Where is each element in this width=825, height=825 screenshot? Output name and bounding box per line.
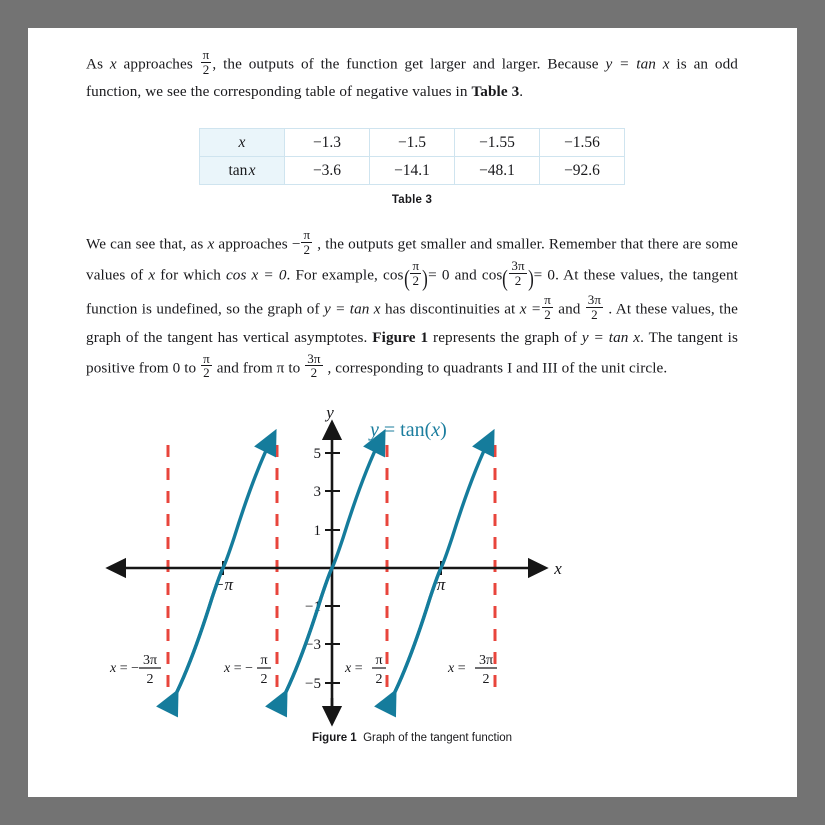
text-run: is an odd function, we see the corresponding table of negative values in <box>86 55 738 101</box>
function-label: y = tan(x) <box>370 418 447 441</box>
svg-text:x = −: x = − <box>224 660 254 676</box>
svg-text:3π: 3π <box>478 652 494 668</box>
text-run: , the outputs of the function get larger and larger. Because <box>212 55 606 73</box>
fraction-pi-over-2: $\frac{\pi}{2}$ <box>303 227 311 258</box>
fraction-3pi-over-2: $\frac{3\pi}{2}$ <box>511 257 525 288</box>
math-var-x: x <box>207 235 215 253</box>
row-header-tanx: tan x <box>200 157 285 185</box>
table-cell: −14.1 <box>370 157 455 185</box>
svg-text:x = −: x = − <box>110 660 140 676</box>
table-cell: −1.3 <box>285 129 370 157</box>
fraction-3pi-over-2: $\frac{3\pi}{2}$ <box>307 350 321 381</box>
svg-text:2: 2 <box>260 671 268 687</box>
table-cell: −48.1 <box>455 157 540 185</box>
svg-text:π: π <box>375 652 383 668</box>
table-row <box>200 129 625 157</box>
text-run: approaches − <box>214 235 301 253</box>
figure-reference: Figure 1 <box>372 328 429 346</box>
fraction-3pi-over-2: $\frac{3\pi}{2}$ <box>587 292 602 323</box>
paren-open: ( <box>403 266 410 293</box>
tangent-branch-3-lower <box>392 568 441 698</box>
paren-close: ) <box>422 266 429 293</box>
text-run: . The tangent is positive from 0 to <box>86 328 738 376</box>
text-run: We can see that, as <box>86 235 208 253</box>
svg-text:2: 2 <box>146 671 154 687</box>
y-tick-label-neg1: −1 <box>305 598 321 615</box>
y-tick-label-1: 1 <box>313 522 321 539</box>
table-row <box>200 157 625 185</box>
table-cell: −1.56 <box>540 129 625 157</box>
text-run: has discontinuities at <box>380 300 520 318</box>
table-cell: −3.6 <box>285 157 370 185</box>
figure-caption-label: Figure 1 <box>311 731 357 744</box>
math-equation: cos x = 0 <box>225 266 287 284</box>
paragraph-1 <box>86 48 738 106</box>
text-run: . At these values, the graph of the tangent has vertical asymptotes. <box>86 300 738 346</box>
math-cos: cos <box>382 266 404 284</box>
math-equation: y = tan x <box>581 328 641 346</box>
math-equation: y = tan x <box>605 55 670 73</box>
y-tick-label-neg5: −5 <box>305 675 321 692</box>
table-reference: Table 3 <box>471 83 520 101</box>
asymptote-label-neg-3pi-2 <box>109 653 161 687</box>
x-axis-label: x <box>554 558 562 578</box>
axes <box>110 424 544 722</box>
text-run: . For example, <box>286 266 383 284</box>
paragraph-2 <box>86 228 738 382</box>
text-run: for which <box>155 266 226 284</box>
math-var-x: x <box>109 55 117 73</box>
text-run: represents the graph of <box>428 328 582 346</box>
math-equals-zero: = 0 <box>533 266 556 284</box>
svg-text:x =: x = <box>345 660 363 676</box>
text-run: As <box>86 55 110 73</box>
math-x-equals: x = <box>519 300 542 318</box>
table-cell: −1.55 <box>455 129 540 157</box>
text-run: . At these values, the tangent function is undefined, so the graph of <box>86 266 738 318</box>
table-cell: −1.5 <box>370 129 455 157</box>
text-run: and <box>449 266 482 284</box>
document-page <box>28 28 797 797</box>
text-run: , corresponding to quadrants I and III of the unit circle. <box>323 358 668 376</box>
math-cos: cos <box>481 266 503 284</box>
asymptote-label-3pi-2 <box>447 653 497 687</box>
math-var-x: x <box>148 266 156 284</box>
text-run: approaches <box>116 55 200 73</box>
page-content <box>86 48 738 743</box>
paren-close: ) <box>527 266 534 293</box>
table-cell: −92.6 <box>540 157 625 185</box>
tangent-branch-1-lower <box>174 568 223 698</box>
text-run: . <box>519 83 524 101</box>
figure-container <box>86 398 738 743</box>
x-tick-label-neg-pi: −π <box>213 574 233 594</box>
math-equation: y = tan x <box>323 300 381 318</box>
svg-text:π: π <box>260 652 268 668</box>
table-container <box>86 128 738 185</box>
svg-text:2: 2 <box>482 671 490 687</box>
asymptote-label-pi-2 <box>344 653 386 687</box>
fraction-pi-over-2: $\frac{\pi}{2}$ <box>203 350 210 381</box>
asymptote-label-neg-pi-2 <box>223 653 271 687</box>
x-tick-label-pi: π <box>436 574 446 594</box>
y-tick-label-5: 5 <box>313 445 321 462</box>
svg-text:x =: x = <box>448 660 466 676</box>
table-caption: Table 3 <box>391 194 433 207</box>
fraction-pi-over-2: $\frac{\pi}{2}$ <box>412 257 420 288</box>
math-equals-zero: = 0 <box>428 266 450 284</box>
svg-text:2: 2 <box>375 671 383 687</box>
values-table <box>199 128 625 185</box>
fraction-pi-over-2: $\frac{\pi}{2}$ <box>202 47 210 77</box>
text-run: and from π to <box>212 358 305 376</box>
text-run: , the outputs get smaller and smaller. Remember that there are some values of <box>86 235 739 284</box>
text-run: and <box>553 300 585 318</box>
tangent-graph <box>102 398 722 728</box>
figure-caption <box>86 732 738 744</box>
paren-open: ( <box>502 266 509 293</box>
y-tick-label-neg3: −3 <box>305 636 321 653</box>
y-tick-label-3: 3 <box>313 483 321 500</box>
figure-caption-text: Graph of the tangent function <box>363 731 513 744</box>
y-axis-label: y <box>326 402 334 422</box>
row-header-x: x <box>200 129 285 157</box>
fraction-pi-over-2: $\frac{\pi}{2}$ <box>544 292 551 323</box>
svg-text:3π: 3π <box>142 652 158 668</box>
